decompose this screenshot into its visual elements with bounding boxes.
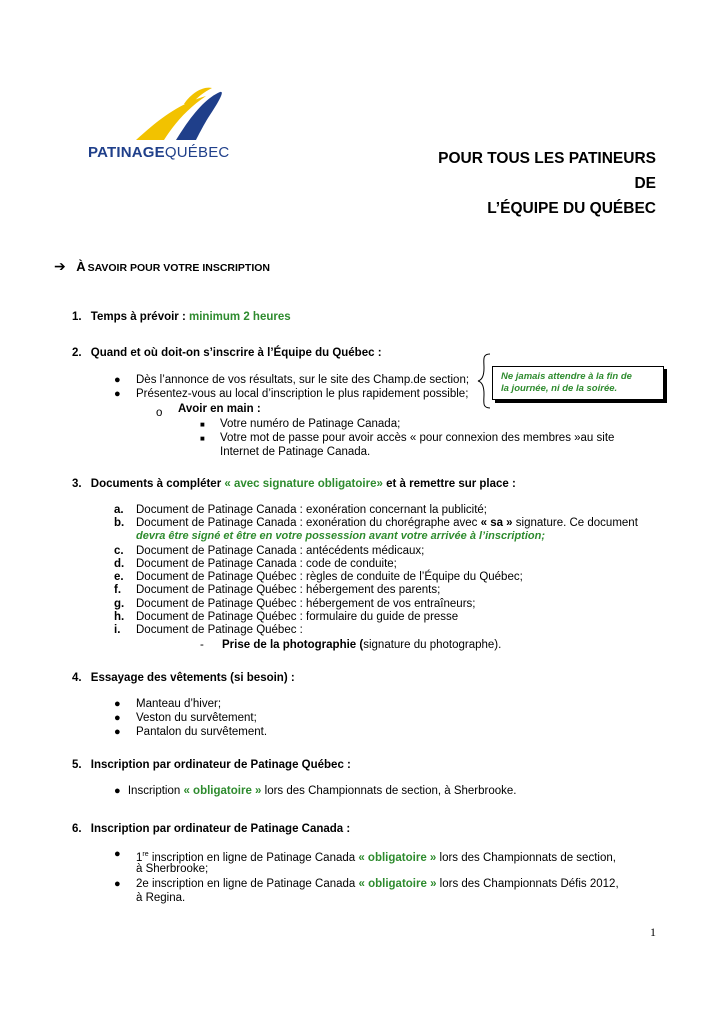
logo-brand-bold: PATINAGE <box>88 144 165 161</box>
doc-letter: i. <box>114 624 121 636</box>
item-label: Inscription par ordinateur de Patinage Canada : <box>90 823 351 835</box>
item-number: 1. <box>72 311 82 323</box>
bullet-icon: ● <box>114 878 121 890</box>
doc-letter: h. <box>114 611 125 623</box>
doc-text: Document de Patinage Canada : exonération du chorégraphe avec <box>136 517 481 529</box>
list-item-continuation: à Regina. <box>136 892 186 904</box>
list-item <box>200 432 615 446</box>
bullet-icon: ● <box>114 848 121 860</box>
section-header-text: SAVOIR POUR VOTRE INSCRIPTION <box>87 262 270 274</box>
item-5-heading <box>72 759 351 771</box>
list-item-text: 1 <box>136 851 143 864</box>
list-item <box>114 848 616 864</box>
item-label: Quand et où doit-on s’inscrire à l’Équipe du Québec : <box>90 347 382 359</box>
doc-text: Document de Patinage Canada : antécédents médicaux; <box>136 545 425 557</box>
list-item-text-end: lors des Championnats de section, à Sherbrooke. <box>261 785 517 797</box>
doc-letter: b. <box>114 517 125 529</box>
dash-marker: - <box>200 639 204 651</box>
doc-item <box>114 584 441 598</box>
doc-letter: f. <box>114 584 122 596</box>
doc-text: Document de Patinage Canada : exonération concernant la publicité; <box>136 504 487 516</box>
doc-text-bold: « sa » <box>480 517 513 529</box>
bullet-icon: ● <box>114 726 121 738</box>
list-item-highlight: « obligatoire » <box>358 878 437 890</box>
item-label-end: et à remettre sur place : <box>382 478 516 490</box>
item-label: Documents à compléter <box>90 478 225 490</box>
item-number: 5. <box>72 759 82 771</box>
page-title <box>438 146 656 221</box>
title-line-1: POUR TOUS LES PATINEURS <box>438 150 656 167</box>
item-1 <box>72 311 291 323</box>
doc-item <box>114 571 523 585</box>
note-line: la journée, ni de la soirée. <box>501 383 618 394</box>
bullet-icon: ● <box>114 374 121 386</box>
doc-text: Document de Patinage Québec : règles de conduite de l’Équipe du Québec; <box>136 571 523 583</box>
doc-letter: c. <box>114 545 124 557</box>
list-item <box>114 388 469 402</box>
doc-item <box>114 598 476 612</box>
page-number: 1 <box>650 925 656 939</box>
list-item-text: Veston du survêtement; <box>136 712 257 724</box>
list-item-text-end: lors des Championnats de section, <box>436 851 616 864</box>
photo-item <box>200 639 502 653</box>
doc-text: Document de Patinage Québec : hébergement des parents; <box>136 584 441 596</box>
list-item <box>114 698 222 712</box>
list-item-text: Dès l’annonce de vos résultats, sur le site des Champ.de section; <box>136 374 470 386</box>
item-value: minimum 2 heures <box>189 311 291 323</box>
item-label: Inscription par ordinateur de Patinage Québec : <box>90 759 351 771</box>
list-item-text: Présentez-vous au local d’inscription le plus rapidement possible; <box>136 388 469 400</box>
list-item-text: Votre mot de passe pour avoir accès « pour connexion des membres »au site <box>220 432 615 444</box>
list-item-highlight: « obligatoire » <box>358 851 437 864</box>
bullet-icon: ● <box>114 698 121 710</box>
doc-item <box>114 545 425 559</box>
photo-rest: signature du photographe). <box>363 639 502 651</box>
list-item <box>114 712 257 726</box>
list-item-text-end: lors des Championnats Défis 2012, <box>436 878 619 890</box>
list-item-highlight: « obligatoire » <box>183 785 262 797</box>
list-item-text: inscription en ligne de Patinage Canada <box>148 851 359 864</box>
item-number: 6. <box>72 823 82 835</box>
item-number: 3. <box>72 478 82 490</box>
item-4-heading <box>72 672 295 684</box>
list-item-text: Manteau d’hiver; <box>136 698 222 710</box>
doc-letter: e. <box>114 571 124 583</box>
list-item <box>114 785 517 799</box>
doc-letter: g. <box>114 598 125 610</box>
doc-letter: a. <box>114 504 124 516</box>
doc-text: Document de Patinage Canada : code de conduite; <box>136 558 397 570</box>
section-header-big-letter: À <box>76 259 86 274</box>
sub-item-label: Avoir en main : <box>178 403 261 415</box>
photo-bold: Prise de la photographie ( <box>222 639 364 651</box>
square-bullet-icon: ■ <box>200 420 205 429</box>
square-bullet-icon: ■ <box>200 434 205 443</box>
bullet-icon: ● <box>114 388 121 400</box>
list-item <box>114 726 268 740</box>
title-line-2: DE <box>634 175 656 192</box>
doc-text: Document de Patinage Québec : <box>136 624 303 636</box>
list-item-text: 2e inscription en ligne de Patinage Canada <box>136 878 359 890</box>
item-number: 2. <box>72 347 82 359</box>
item-6-heading <box>72 823 350 835</box>
item-label-highlight: « avec signature obligatoire» <box>224 478 383 490</box>
doc-text: Document de Patinage Québec : hébergement de vos entraîneurs; <box>136 598 476 610</box>
note-box <box>492 366 664 400</box>
list-item-text: Pantalon du survêtement. <box>136 726 268 738</box>
item-label: Essayage des vêtements (si besoin) : <box>90 672 295 684</box>
section-header <box>54 258 270 276</box>
list-item-text: Inscription <box>127 785 184 797</box>
curly-brace-icon <box>476 352 492 410</box>
doc-green-note: devra être signé et être en votre possession avant votre arrivée à l’inscription; <box>136 530 545 542</box>
doc-text: Document de Patinage Québec : formulaire du guide de presse <box>136 611 459 623</box>
note-line: Ne jamais attendre à la fin de <box>501 371 632 382</box>
arrow-right-icon: ➔ <box>54 258 66 274</box>
patinage-quebec-logo <box>88 84 258 164</box>
superscript: re <box>142 851 149 858</box>
bullet-icon: ● <box>114 712 121 724</box>
doc-item <box>114 624 303 638</box>
list-item <box>200 418 401 432</box>
doc-item <box>114 558 397 572</box>
title-line-3: L’ÉQUIPE DU QUÉBEC <box>487 200 656 217</box>
logo-swoosh-icon <box>88 84 258 144</box>
bullet-icon: ● <box>114 785 121 797</box>
sub-item <box>156 403 261 421</box>
logo-brand-light: QUÉBEC <box>164 144 230 161</box>
list-item <box>114 878 619 892</box>
list-item-continuation: Internet de Patinage Canada. <box>220 446 371 458</box>
doc-item <box>114 504 487 518</box>
list-item <box>114 374 470 388</box>
doc-item <box>114 517 638 531</box>
doc-letter: d. <box>114 558 125 570</box>
doc-item <box>114 611 459 625</box>
list-item-continuation: à Sherbrooke; <box>136 863 209 875</box>
item-2-heading <box>72 347 382 359</box>
circle-marker: o <box>156 407 163 419</box>
doc-text-end: signature. Ce document <box>512 517 638 529</box>
list-item-text: Votre numéro de Patinage Canada; <box>220 418 401 430</box>
item-label: Temps à prévoir : <box>90 311 186 323</box>
item-number: 4. <box>72 672 82 684</box>
item-3-heading <box>72 478 516 490</box>
